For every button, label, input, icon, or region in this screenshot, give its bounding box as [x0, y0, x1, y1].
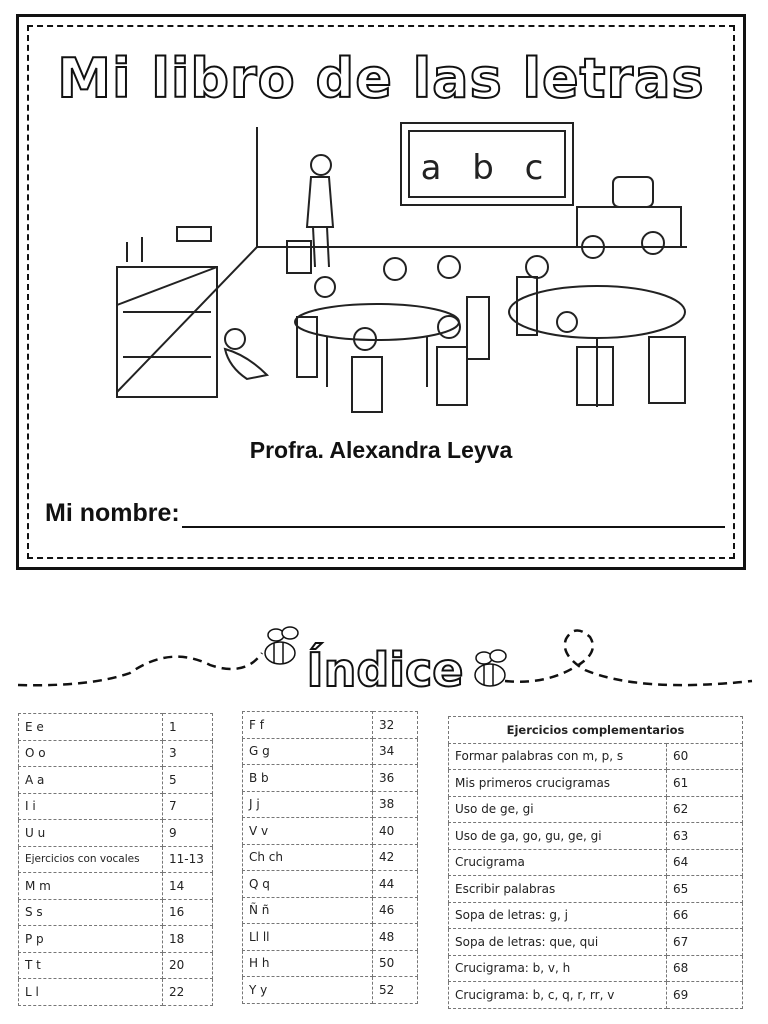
table-row	[19, 952, 213, 979]
table-row	[449, 982, 743, 1009]
table-row	[243, 791, 418, 818]
index-page-number: 68	[667, 955, 743, 982]
table-row	[449, 902, 743, 929]
index-item: U u	[19, 820, 163, 847]
classroom-illustration	[97, 117, 687, 427]
index-item: E e	[19, 714, 163, 741]
student-name-line	[45, 499, 725, 528]
index-page-number: 20	[163, 952, 213, 979]
index-item: H h	[243, 950, 373, 977]
index-item: I i	[19, 793, 163, 820]
index-page-number: 40	[373, 818, 418, 845]
index-page-number: 44	[373, 871, 418, 898]
table-row	[449, 849, 743, 876]
index-page-number: 50	[373, 950, 418, 977]
index-page-number: 63	[667, 823, 743, 850]
index-item: S s	[19, 899, 163, 926]
index-item: Mis primeros crucigramas	[449, 770, 667, 797]
index-item: Crucigrama: b, v, h	[449, 955, 667, 982]
index-item: Crucigrama	[449, 849, 667, 876]
index-page-number: 69	[667, 982, 743, 1009]
table-row	[19, 873, 213, 900]
index-page-number: 34	[373, 738, 418, 765]
index-item: Sopa de letras: que, qui	[449, 929, 667, 956]
table-row	[19, 740, 213, 767]
index-page-number: 7	[163, 793, 213, 820]
table-row	[19, 979, 213, 1006]
index-page-number: 3	[163, 740, 213, 767]
index-item: Ll ll	[243, 924, 373, 951]
table-row	[19, 926, 213, 953]
table-row	[243, 924, 418, 951]
index-item: Formar palabras con m, p, s	[449, 743, 667, 770]
index-item: F f	[243, 712, 373, 739]
table-row	[243, 871, 418, 898]
index-page-number: 1	[163, 714, 213, 741]
index-item: P p	[19, 926, 163, 953]
index-page-number: 11-13	[163, 846, 213, 873]
table-row	[243, 950, 418, 977]
exercises-header: Ejercicios complementarios	[449, 717, 743, 744]
bee-icon	[475, 650, 506, 686]
index-page-number: 16	[163, 899, 213, 926]
index-item: Q q	[243, 871, 373, 898]
index-page-number: 32	[373, 712, 418, 739]
table-row	[243, 765, 418, 792]
teacher-name: Profra. Alexandra Leyva	[249, 437, 513, 463]
blackboard-text: a b c	[420, 148, 554, 188]
index-page-number: 60	[667, 743, 743, 770]
table-row	[19, 793, 213, 820]
index-item: J j	[243, 791, 373, 818]
table-row	[449, 823, 743, 850]
bee-icon	[265, 627, 298, 664]
index-page-number: 42	[373, 844, 418, 871]
table-row	[243, 977, 418, 1004]
index-page-number: 9	[163, 820, 213, 847]
name-label: Mi nombre:	[45, 499, 180, 527]
index-page-number: 18	[163, 926, 213, 953]
table-header-row	[449, 717, 743, 744]
table-row	[19, 899, 213, 926]
index-page-number: 38	[373, 791, 418, 818]
index-item: T t	[19, 952, 163, 979]
table-row	[243, 844, 418, 871]
index-table-exercises	[448, 716, 743, 1009]
index-header	[0, 615, 768, 705]
index-item: O o	[19, 740, 163, 767]
table-row	[243, 712, 418, 739]
table-row	[19, 846, 213, 873]
index-item: M m	[19, 873, 163, 900]
index-item: L l	[19, 979, 163, 1006]
table-row	[19, 714, 213, 741]
index-page-number: 14	[163, 873, 213, 900]
table-row	[19, 767, 213, 794]
table-row	[449, 743, 743, 770]
index-page-number: 46	[373, 897, 418, 924]
index-item: Ñ ñ	[243, 897, 373, 924]
index-page-number: 52	[373, 977, 418, 1004]
index-item: Y y	[243, 977, 373, 1004]
table-row	[19, 820, 213, 847]
index-title: Índice	[306, 643, 464, 697]
index-item: A a	[19, 767, 163, 794]
table-row	[449, 796, 743, 823]
table-row	[449, 929, 743, 956]
index-table-letters-2	[242, 711, 418, 1004]
index-item: Ejercicios con vocales	[19, 846, 163, 873]
index-page-number: 67	[667, 929, 743, 956]
table-row	[449, 955, 743, 982]
index-page-number: 5	[163, 767, 213, 794]
index-item: Uso de ge, gi	[449, 796, 667, 823]
index-page-number: 64	[667, 849, 743, 876]
index-page-number: 66	[667, 902, 743, 929]
index-item: G g	[243, 738, 373, 765]
index-item: Sopa de letras: g, j	[449, 902, 667, 929]
index-item: Uso de ga, go, gu, ge, gi	[449, 823, 667, 850]
index-item: B b	[243, 765, 373, 792]
table-row	[243, 738, 418, 765]
index-page-number: 22	[163, 979, 213, 1006]
index-item: Crucigrama: b, c, q, r, rr, v	[449, 982, 667, 1009]
table-row	[243, 818, 418, 845]
index-table-letters-1	[18, 713, 213, 1006]
table-row	[449, 770, 743, 797]
index-item: Escribir palabras	[449, 876, 667, 903]
index-item: Ch ch	[243, 844, 373, 871]
table-row	[243, 897, 418, 924]
table-row	[449, 876, 743, 903]
index-page-number: 61	[667, 770, 743, 797]
index-page-number: 62	[667, 796, 743, 823]
index-page-number: 48	[373, 924, 418, 951]
cover-title: Mi libro de las letras	[57, 47, 705, 110]
index-item: V v	[243, 818, 373, 845]
index-page-number: 65	[667, 876, 743, 903]
index-page-number: 36	[373, 765, 418, 792]
name-blank-field[interactable]	[182, 502, 725, 528]
cover-page	[16, 14, 746, 570]
